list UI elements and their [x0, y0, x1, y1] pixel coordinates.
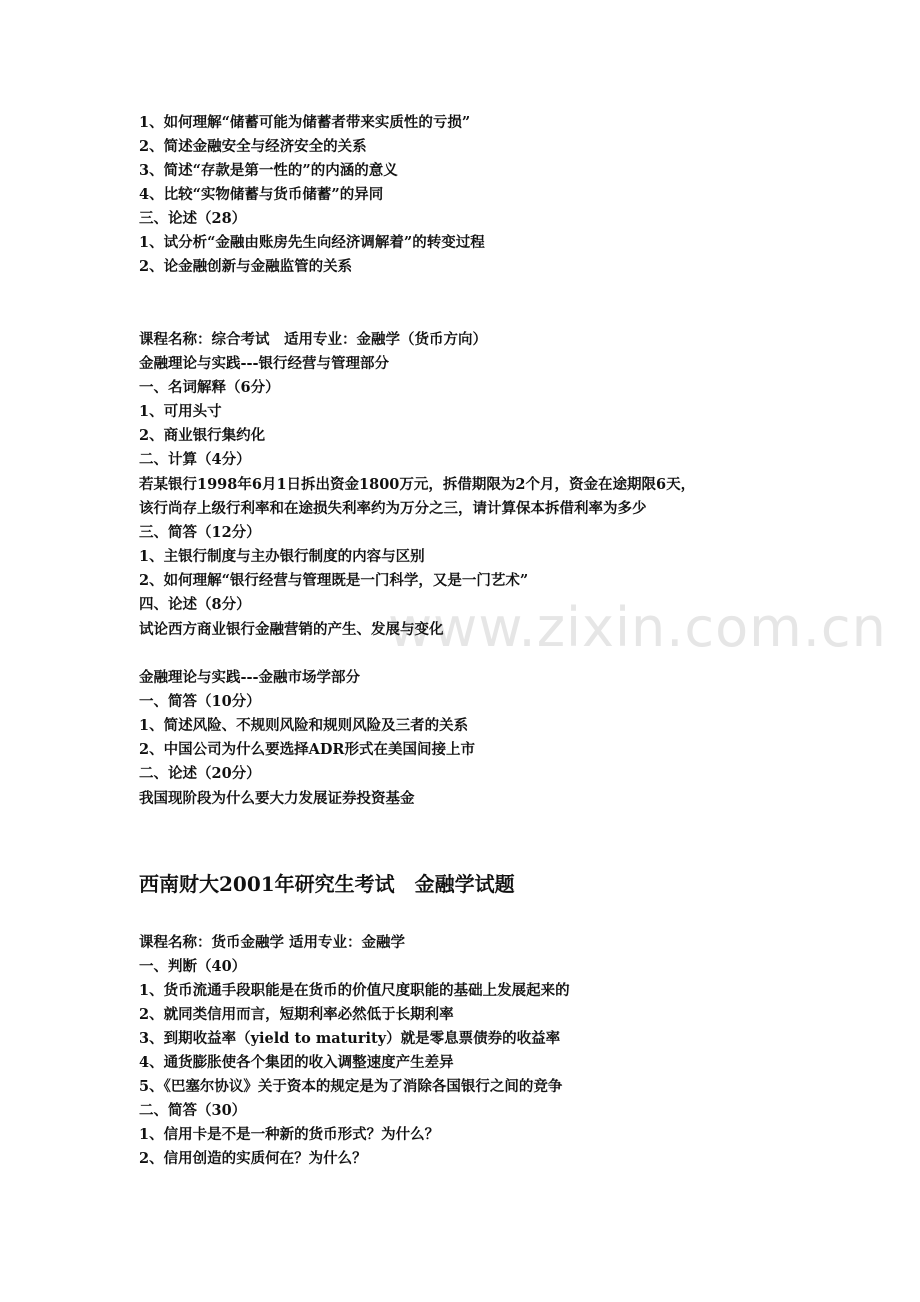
section-heading: 一、判断（40） — [139, 958, 247, 975]
text-line: 2、信用创造的实质何在？为什么？ — [139, 1150, 367, 1167]
section-heading: 三、简答（12分） — [139, 524, 261, 541]
text-line: 2、中国公司为什么要选择ADR形式在美国间接上市 — [139, 741, 475, 758]
exam-title: 西南财大2001年研究生考试 金融学试题 — [139, 872, 515, 896]
text-line: 3、到期收益率（yield to maturity）就是零息票债券的收益率 — [139, 1030, 561, 1047]
text-line: 1、货币流通手段职能是在货币的价值尺度职能的基础上发展起来的 — [139, 982, 570, 999]
text-line: 试论西方商业银行金融营销的产生、发展与变化 — [139, 621, 444, 638]
section-heading: 四、论述（8分） — [139, 596, 251, 613]
text-line: 1、可用头寸 — [139, 403, 222, 420]
text-line: 2、商业银行集约化 — [139, 427, 266, 444]
section-heading: 一、名词解释（6分） — [139, 379, 280, 396]
text-line: 2、就同类信用而言，短期利率必然低于长期利率 — [139, 1006, 454, 1023]
course-info: 课程名称：货币金融学 适用专业：金融学 — [139, 934, 406, 951]
section-heading: 一、简答（10分） — [139, 693, 261, 710]
text-line: 1、主银行制度与主办银行制度的内容与区别 — [139, 548, 425, 565]
section-heading: 三、论述（28） — [139, 210, 247, 227]
text-line: 2、论金融创新与金融监管的关系 — [139, 258, 353, 275]
text-line: 2、如何理解“银行经营与管理既是一门科学，又是一门艺术” — [139, 572, 529, 589]
text-line: 我国现阶段为什么要大力发展证券投资基金 — [139, 790, 415, 807]
text-line: 4、比较“实物储蓄与货币储蓄”的异同 — [139, 186, 384, 203]
text-line: 若某银行1998年6月1日拆出资金1800万元，拆借期限为2个月，资金在途期限6天， — [139, 476, 696, 493]
watermark: www.zixin.com.cn — [388, 596, 887, 659]
text-line: 1、简述风险、不规则风险和规则风险及三者的关系 — [139, 717, 469, 734]
section-heading: 二、简答（30） — [139, 1102, 247, 1119]
text-line: 3、简述“存款是第一性的”的内涵的意义 — [139, 162, 398, 179]
text-line: 1、信用卡是不是一种新的货币形式？为什么？ — [139, 1126, 440, 1143]
text-line: 该行尚存上级行利率和在途损失利率约为万分之三，请计算保本拆借利率为多少 — [139, 500, 647, 517]
part-heading: 金融理论与实践---银行经营与管理部分 — [139, 355, 390, 372]
section-heading: 二、论述（20分） — [139, 765, 261, 782]
text-line: 2、简述金融安全与经济安全的关系 — [139, 138, 367, 155]
part-heading: 金融理论与实践---金融市场学部分 — [139, 669, 361, 686]
course-info: 课程名称：综合考试 适用专业：金融学（货币方向） — [139, 331, 487, 348]
text-line: 1、试分析“金融由账房先生向经济调解着”的转变过程 — [139, 234, 485, 251]
section-heading: 二、计算（4分） — [139, 451, 251, 468]
text-line: 5、《巴塞尔协议》关于资本的规定是为了消除各国银行之间的竞争 — [139, 1078, 563, 1095]
text-line: 4、通货膨胀使各个集团的收入调整速度产生差异 — [139, 1054, 454, 1071]
text-line: 1、如何理解“储蓄可能为储蓄者带来实质性的亏损” — [139, 114, 471, 131]
